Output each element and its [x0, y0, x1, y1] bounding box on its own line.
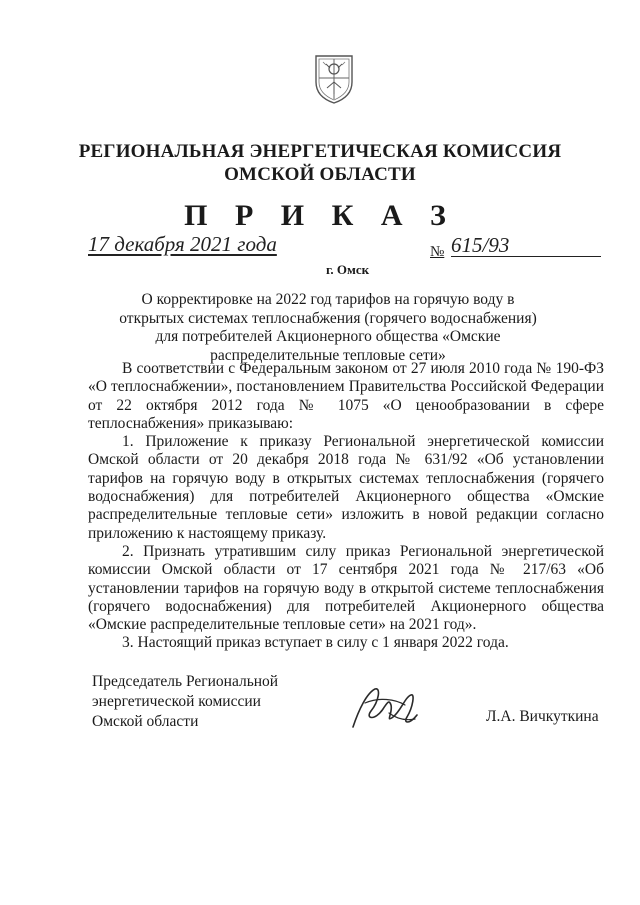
signatory-position-line: Омской области [92, 713, 199, 730]
signatory-position-line: энергетической комиссии [92, 693, 261, 710]
number-label: № [430, 244, 445, 260]
handwritten-date: 17 декабря 2021 года [88, 232, 277, 256]
handwritten-number: 615/93 [451, 234, 601, 257]
org-name-line2: ОМСКОЙ ОБЛАСТИ [224, 164, 416, 185]
document-body [88, 360, 604, 653]
org-name-line1: РЕГИОНАЛЬНАЯ ЭНЕРГЕТИЧЕСКАЯ КОМИССИЯ [78, 141, 562, 162]
body-paragraph: В соответствии с Федеральным законом от 27 июля 2010 года № 190-ФЗ «О теплоснабжении», постановлением Правительства Российской Федерации от 22 октября 2012 года № 1075 «О ценообразовании в сфере теплоснабжения» приказываю: [88, 360, 604, 432]
body-paragraph: 2. Признать утратившим силу приказ Региональной энергетической комиссии Омской области от 17 сентября 2021 года № 217/63 «Об установлении тарифов на горячую воду в открытой системе теплоснабжения (горячего водоснабжения) для потребителей Акционерного общества «Омские распределительные тепловые сети» на 2021 год». [88, 542, 604, 634]
document-subject: О корректировке на 2022 год тарифов на горячую воду в открытых системах теплоснабжения (горячего водоснабжения) для потребителей Акционерного общества «Омские распределительные тепловые сети» [119, 291, 537, 364]
coat-of-arms-icon [313, 52, 355, 104]
body-paragraph: 1. Приложение к приказу Региональной энергетической комиссии Омской области от 20 декабря 2018 года № 631/92 «Об установлении тарифов на горячую воду в открытых системах теплоснабжения (горячего водоснабжения) для потребителей Акционерного общества «Омские распределительные тепловые сети» изложить в новой редакции согласно приложению к настоящему приказу. [88, 433, 604, 542]
signatory-position [92, 672, 278, 732]
signatory-position-line: Председатель Региональной [92, 673, 279, 690]
signatory-name: Л.А. Вичкуткина [486, 708, 599, 725]
handwritten-signature [345, 683, 435, 733]
city: г. Омск [326, 262, 370, 277]
body-paragraph: 3. Настоящий приказ вступает в силу с 1 января 2022 года. [122, 634, 509, 652]
document-type-title: П Р И К А З [184, 199, 456, 232]
